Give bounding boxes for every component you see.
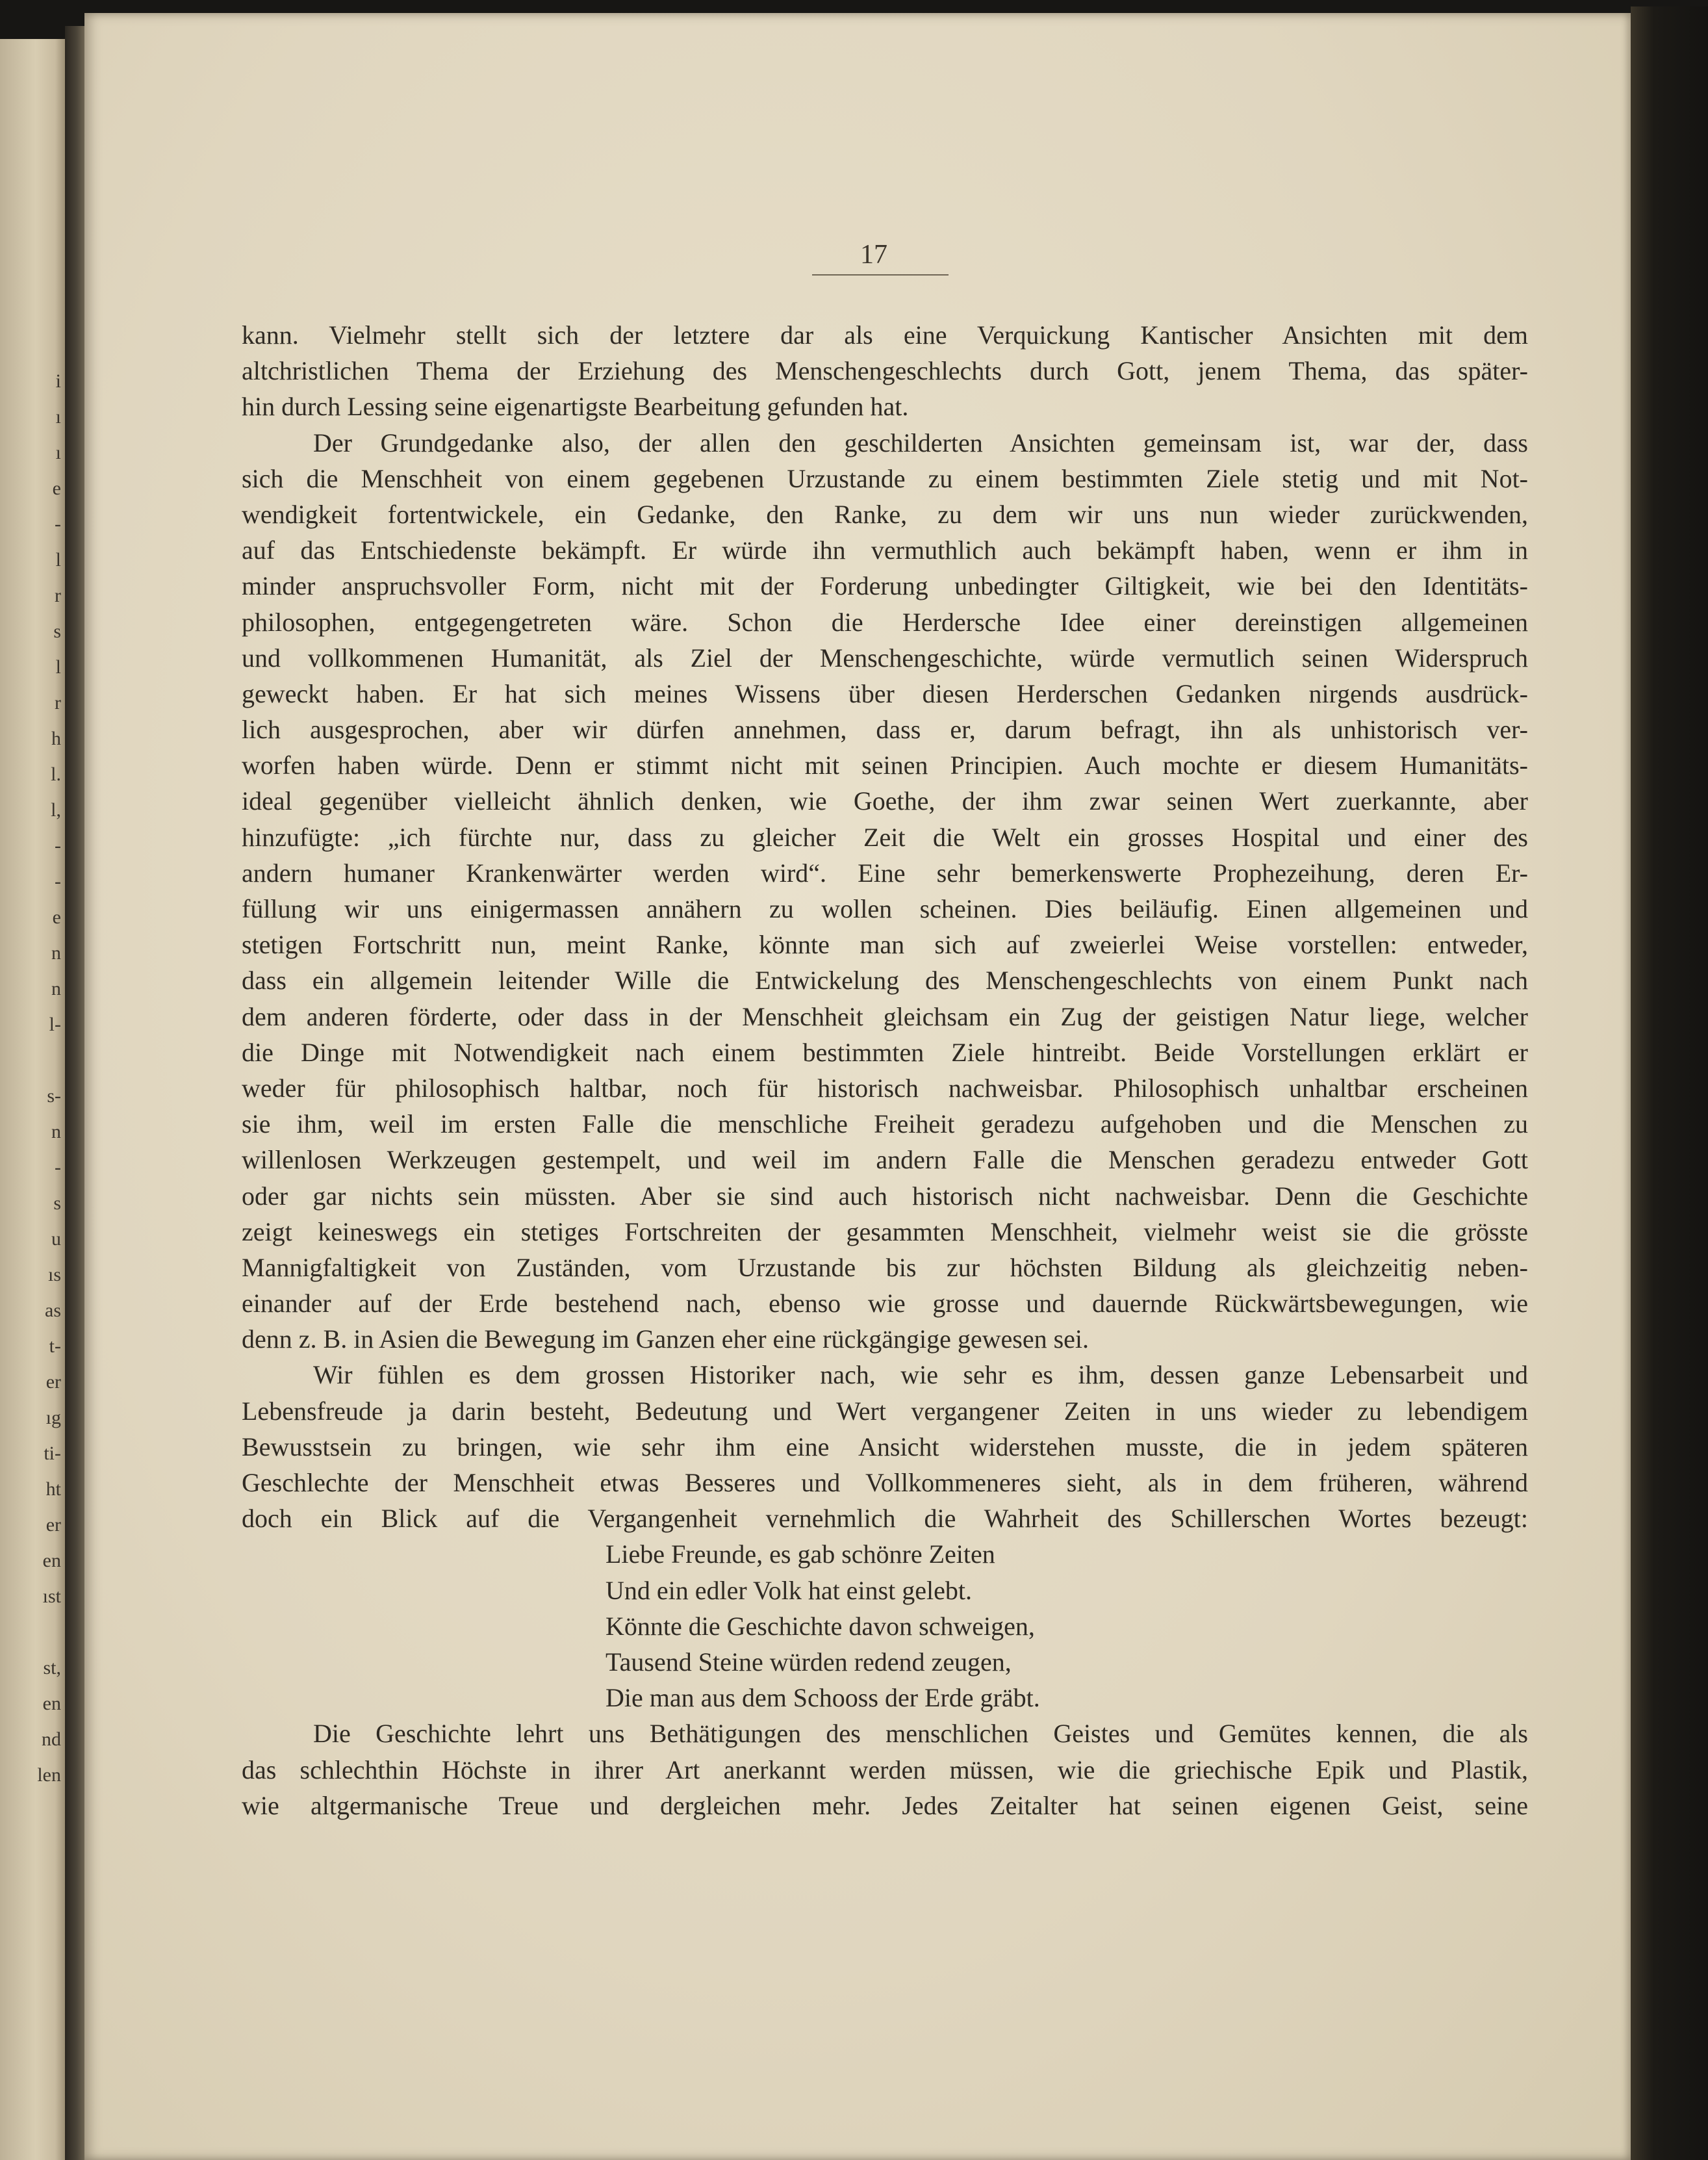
previous-page-fragment: u <box>51 1228 61 1250</box>
previous-page-fragment: ht <box>45 1478 61 1500</box>
verse-line: Tausend Steine würden redend zeugen, <box>605 1647 1012 1677</box>
previous-page-fragment: s- <box>47 1085 61 1107</box>
text-line: wie altgermanische Treue und dergleichen mehr. Jedes Zeitalter hat seinen eigenen Geist, seine <box>242 1790 1528 1820</box>
text-line: lich ausgesprochen, aber wir dürfen annehmen, dass er, darum befragt, ihn als unhistorisch ver- <box>242 715 1528 745</box>
previous-page-fragment: - <box>55 835 61 856</box>
previous-page-fragment: - <box>55 1157 61 1178</box>
text-line: dem anderen förderte, oder dass in der Menschheit gleichsam ein Zug der geistigen Natur liege, welcher <box>242 1001 1528 1031</box>
text-line: stetigen Fortschritt nun, meint Ranke, könnte man sich auf zweierlei Weise vorstellen: entweder, <box>242 930 1528 960</box>
previous-page-fragment: t- <box>49 1335 61 1357</box>
text-line: hinzufügte: „ich fürchte nur, dass zu gleicher Zeit die Welt ein grosses Hospital und einer des <box>242 822 1528 852</box>
text-line: minder anspruchsvoller Form, nicht mit der Forderung unbedingter Giltigkeit, wie bei den Identitäts- <box>242 571 1528 601</box>
book-gutter <box>65 26 84 2160</box>
verse-line: Liebe Freunde, es gab schönre Zeiten <box>605 1539 995 1569</box>
verse-line: Und ein edler Volk hat einst gelebt. <box>605 1575 972 1605</box>
text-line: Bewusstsein zu bringen, wie sehr ihm eine Ansicht widerstehen musste, die in jedem späteren <box>242 1432 1528 1461</box>
previous-page-fragment: ti- <box>44 1443 61 1464</box>
text-line: andern humaner Krankenwärter werden wird“. Eine sehr bemerkenswerte Prophezeihung, deren Er- <box>242 858 1528 888</box>
previous-page-fragment: er <box>45 1514 61 1536</box>
text-line: sich die Menschheit von einem gegebenen Urzustande zu einem bestimmten Ziele stetig und mit Not- <box>242 463 1528 493</box>
previous-page-fragment: n <box>51 1121 61 1142</box>
previous-page-fragment: - <box>55 871 61 892</box>
text-line: willenlosen Werkzeugen gestempelt, und weil im andern Falle die Menschen geradezu entweder Gott <box>242 1145 1528 1175</box>
previous-page-fragment: l, <box>51 799 61 821</box>
previous-page-fragment: e <box>52 478 61 499</box>
text-line: wendigkeit fortentwickele, ein Gedanke, den Ranke, zu dem wir uns nun wieder zurückwenden, <box>242 499 1528 529</box>
previous-page-fragment: i <box>55 370 61 392</box>
previous-page-fragment <box>0 1043 65 1078</box>
text-line: doch ein Blick auf die Vergangenheit vernehmlich die Wahrheit des Schillerschen Wortes bezeugt: <box>242 1504 1528 1534</box>
header-rule <box>812 274 949 276</box>
previous-page-fragment: h <box>51 728 61 749</box>
verse-line: Die man aus dem Schooss der Erde gräbt. <box>605 1683 1040 1713</box>
text-line: und vollkommenen Humanität, als Ziel der Menschengeschichte, würde vermutlich seinen Widerspruch <box>242 643 1528 673</box>
previous-page-fragment: l <box>55 656 61 678</box>
text-line: weder für philosophisch haltbar, noch für historisch nachweisbar. Philosophisch unhaltbar erscheinen <box>242 1073 1528 1103</box>
previous-page-fragment: n <box>51 942 61 964</box>
previous-page-fragment: n <box>51 978 61 999</box>
previous-page-fragment: nd <box>42 1729 61 1750</box>
text-line: kann. Vielmehr stellt sich der letztere dar als eine Verquickung Kantischer Ansichten mit dem <box>242 320 1528 350</box>
previous-page-fragment: ı <box>55 406 61 428</box>
text-line: dass ein allgemein leitender Wille die Entwickelung des Menschengeschlechts von einem Punkt nach <box>242 966 1528 996</box>
text-line: ideal gegenüber vielleicht ähnlich denken, wie Goethe, der ihm zwar seinen Wert zuerkannte, aber <box>242 786 1528 816</box>
text-line: die Dinge mit Notwendigkeit nach einem bestimmten Ziele hintreibt. Beide Vorstellungen erklärt er <box>242 1037 1528 1067</box>
page-right-edge <box>1631 6 1708 2160</box>
previous-page-fragment: ı <box>55 442 61 463</box>
text-line: geweckt haben. Er hat sich meines Wissens über diesen Herderschen Gedanken nirgends ausdrück- <box>242 678 1528 708</box>
previous-page-edge <box>0 39 65 2160</box>
page-number: 17 <box>860 240 887 270</box>
text-line: Der Grundgedanke also, der allen den geschilderten Ansichten gemeinsam ist, war der, dass <box>313 428 1528 457</box>
text-line: worfen haben würde. Denn er stimmt nicht mit seinen Principien. Auch mochte er diesem Humanitäts- <box>242 751 1528 780</box>
previous-page-fragment <box>0 1615 65 1650</box>
previous-page-fragment: en <box>42 1550 61 1571</box>
previous-page-fragment: en <box>42 1693 61 1714</box>
body-text <box>242 317 1528 1823</box>
previous-page-fragment: as <box>45 1300 61 1321</box>
text-line: Die Geschichte lehrt uns Bethätigungen des menschlichen Geistes und Gemütes kennen, die als <box>313 1719 1528 1749</box>
previous-page-fragment: r <box>55 692 61 714</box>
text-line: Mannigfaltigkeit von Zuständen, vom Urzustande bis zur höchsten Bildung als gleichzeitig neben- <box>242 1252 1528 1282</box>
text-line: denn z. B. in Asien die Bewegung im Ganzen eher eine rückgängige gewesen sei. <box>242 1324 1090 1354</box>
text-line: füllung wir uns einigermassen annähern zu wollen scheinen. Dies beiläufig. Einen allgemeinen und <box>242 894 1528 923</box>
previous-page-fragment: ıg <box>45 1407 61 1428</box>
previous-page-fragment: l <box>55 549 61 571</box>
text-line: sie ihm, weil im ersten Falle die menschliche Freiheit geradezu aufgehoben und die Menschen zu <box>242 1109 1528 1139</box>
text-line: zeigt keineswegs ein stetiges Fortschreiten der gesammten Menschheit, vielmehr weist sie die grösste <box>242 1216 1528 1246</box>
previous-page-fragment: s <box>53 1192 61 1214</box>
text-line: hin durch Lessing seine eigenartigste Bearbeitung gefunden hat. <box>242 392 909 422</box>
previous-page-fragment: r <box>55 585 61 606</box>
text-line: Geschlechte der Menschheit etwas Besseres und Vollkommeneres sieht, als in dem früheren, während <box>242 1468 1528 1497</box>
text-line: Lebensfreude ja darin besteht, Bedeutung und Wert vergangener Zeiten in uns wieder zu lebendigem <box>242 1396 1528 1426</box>
previous-page-fragment: l. <box>51 764 61 785</box>
previous-page-fragment: - <box>55 513 61 535</box>
text-line: einander auf der Erde bestehend nach, ebenso wie grosse und dauernde Rückwärtsbewegungen, wie <box>242 1289 1528 1318</box>
previous-page-fragment: len <box>37 1764 61 1786</box>
text-line: philosophen, entgegengetreten wäre. Schon die Herdersche Idee einer dereinstigen allgemeinen <box>242 607 1528 637</box>
text-line: altchristlichen Thema der Erziehung des Menschengeschlechts durch Gott, jenem Thema, das später- <box>242 356 1528 386</box>
previous-page-fragment: ıst <box>42 1586 61 1607</box>
previous-page-fragment: ıs <box>47 1264 61 1285</box>
previous-page-fragment: e <box>52 906 61 928</box>
previous-page-fragment: er <box>45 1371 61 1393</box>
text-line: oder gar nichts sein müssten. Aber sie sind auch historisch nicht nachweisbar. Denn die Geschichte <box>242 1181 1528 1211</box>
verse-line: Könnte die Geschichte davon schweigen, <box>605 1611 1035 1641</box>
previous-page-fragment: s <box>53 621 61 642</box>
previous-page-fragment: st, <box>43 1657 61 1678</box>
text-line: das schlechthin Höchste in ihrer Art anerkannt werden müssen, wie die griechische Epik und Plastik, <box>242 1755 1528 1784</box>
previous-page-fragment: l- <box>49 1014 61 1035</box>
text-line: Wir fühlen es dem grossen Historiker nach, wie sehr es ihm, dessen ganze Lebensarbeit und <box>313 1360 1528 1390</box>
text-line: auf das Entschiedenste bekämpft. Er würde ihn vermuthlich auch bekämpft haben, wenn er ihm in <box>242 535 1528 565</box>
book-page <box>84 13 1631 2160</box>
